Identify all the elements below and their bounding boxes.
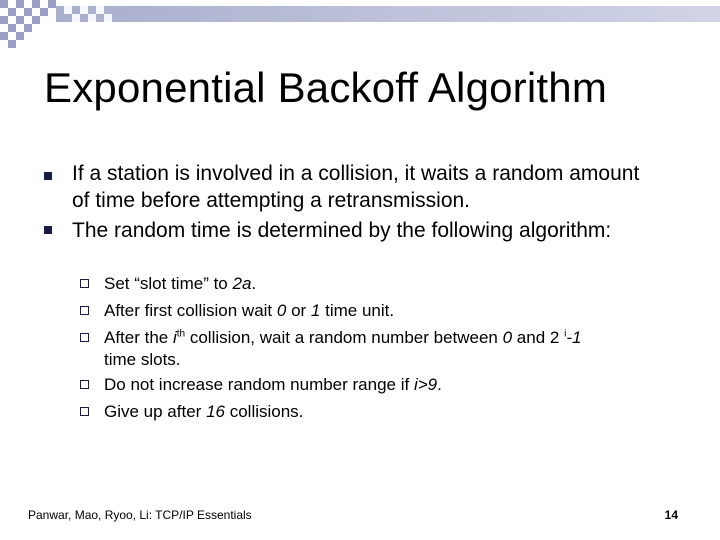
page-number: 14 bbox=[664, 508, 678, 522]
slide-footer: Panwar, Mao, Ryoo, Li: TCP/IP Essentials bbox=[28, 508, 252, 522]
hollow-square-bullet-icon bbox=[80, 306, 89, 315]
square-bullet-icon bbox=[44, 226, 52, 234]
sub-bullet-text: Set “slot time” to 2a. bbox=[104, 274, 257, 293]
square-bullet-icon bbox=[44, 172, 52, 180]
hollow-square-bullet-icon bbox=[80, 407, 89, 416]
bullet-text: If a station is involved in a collision, it waits a random amount of time before attempting a retransmission. bbox=[72, 162, 640, 212]
sub-bullet-text: After the $i^{th}$ collision, wait a random number between 0 and 2 $^i$-1 time slots. bbox=[104, 328, 582, 369]
sub-bullet-text: After first collision wait 0 or 1 time unit. bbox=[104, 301, 395, 320]
sub-bullet-text: Do not increase random number range if i>9. bbox=[104, 375, 442, 394]
hollow-square-bullet-icon bbox=[80, 333, 89, 342]
header-checker-decoration bbox=[0, 0, 720, 48]
hollow-square-bullet-icon bbox=[80, 380, 89, 389]
slide-title: Exponential Backoff Algorithm bbox=[44, 64, 608, 111]
bullet-text: The random time is determined by the following algorithm: bbox=[72, 219, 612, 242]
hollow-square-bullet-icon bbox=[80, 279, 89, 288]
sub-bullet-text: Give up after 16 collisions. bbox=[104, 402, 304, 421]
